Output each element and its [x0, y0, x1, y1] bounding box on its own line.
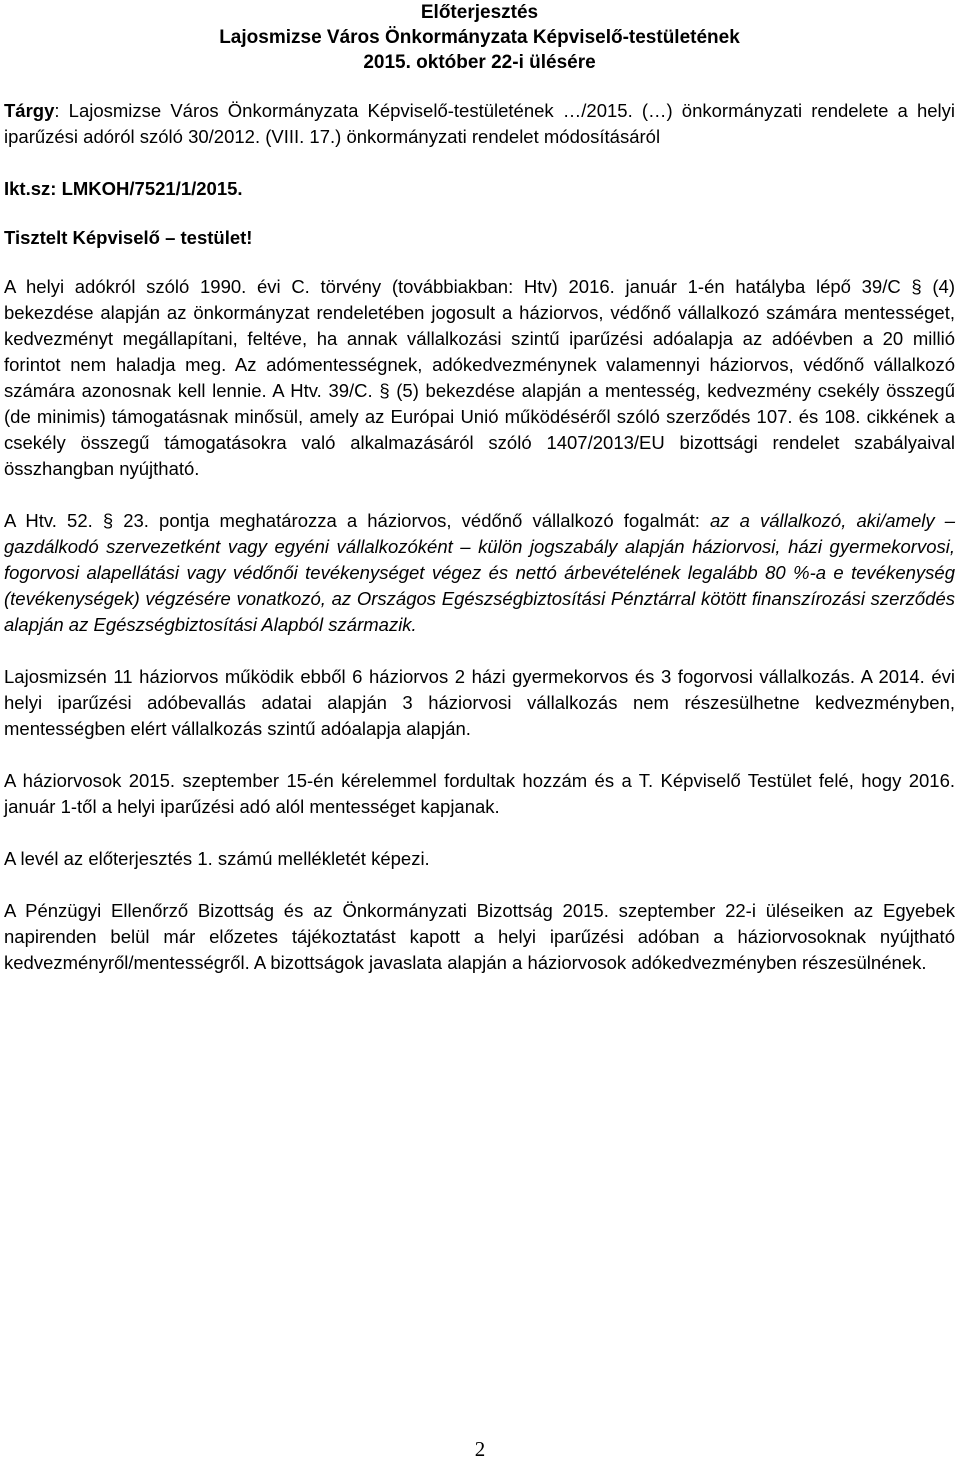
subject-label: Tárgy	[4, 100, 55, 121]
paragraph-6: A Pénzügyi Ellenőrző Bizottság és az Önkormányzati Bizottság 2015. szeptember 22-i üléseiken az Egyebek napirenden belül már előzetes tájékoztatást kapott a helyi iparűzési adóban a háziorvosoknak nyújtható kedvezményről/mentességről. A bizottságok javaslata alapján a háziorvosok adókedvezményben részesülnének.	[4, 900, 955, 973]
subject-text: : Lajosmizse Város Önkormányzata Képviselő-testületének …/2015. (…) önkormányzati rendelete a helyi iparűzési adóról szóló 30/2012. (VIII. 17.) önkormányzati rendelet módosításáról	[4, 100, 955, 147]
header-title: Előterjesztés	[420, 2, 539, 23]
subject-line	[4, 98, 955, 150]
page-number: 2	[474, 1437, 486, 1461]
paragraph-2	[4, 508, 955, 638]
file-number: Ikt.sz: LMKOH/7521/1/2015.	[4, 178, 243, 199]
paragraph-3: Lajosmizsén 11 háziorvos működik ebből 6 háziorvos 2 házi gyermekorvos és 3 fogorvosi vállalkozás. A 2014. évi helyi iparűzési adóbevallás adatai alapján 3 háziorvosi vállalkozás nem részesülhetne kedvezményben, mentességben elért vállalkozás szintű adóalapja alapján.	[4, 666, 955, 739]
header-session: 2015. október 22-i ülésére	[363, 52, 596, 73]
paragraph-2-definition: az a vállalkozó, aki/amely – gazdálkodó szervezetként vagy egyéni vállalkozóként – külön jogszabály alapján háziorvosi, házi gyermekorvosi, fogorvosi alapellátási vagy védőnői tevékenységet végez és nettó árbevételének legalább 80 %-a e tevékenység (tevékenységek) végzésére vonatkozó, az Országos Egészségbiztosítási Pénztárral kötött finanszírozási szerződés alapján az Egészségbiztosítási Alapból származik.	[4, 510, 955, 635]
salutation: Tisztelt Képviselő – testület!	[4, 227, 253, 248]
paragraph-4: A háziorvosok 2015. szeptember 15-én kérelemmel fordultak hozzám és a T. Képviselő Testület felé, hogy 2016. január 1-től a helyi iparűzési adó alól mentességet kapjanak.	[4, 770, 955, 817]
document-header	[4, 0, 955, 75]
document-page	[4, 0, 955, 976]
paragraph-2-lead: A Htv. 52. § 23. pontja meghatározza a háziorvos, védőnő vállalkozó fogalmát:	[4, 510, 710, 531]
header-body: Lajosmizse Város Önkormányzata Képviselő-testületének	[219, 27, 740, 48]
paragraph-1: A helyi adókról szóló 1990. évi C. törvény (továbbiakban: Htv) 2016. január 1-én hatályba lépő 39/C § (4) bekezdése alapján az önkormányzat rendeletében jogosult a háziorvos, védőnő vállalkozó számára mentességet, kedvezményt megállapítani, feltéve, ha annak vállalkozási szintű iparűzési adóalapja az adóévben a 20 millió forintot nem haladja meg. Az adómentességnek, adókedvezménynek valamennyi háziorvos, védőnő vállalkozó számára azonosnak kell lennie. A Htv. 39/C. § (5) bekezdése alapján a mentesség, kedvezmény csekély összegű (de minimis) támogatásnak minősül, amely az Európai Unió működéséről szóló szerződés 107. és 108. cikkének a csekély összegű támogatásokra való alkalmazásáról szóló 1407/2013/EU bizottsági rendelet szabályaival összhangban nyújtható.	[4, 276, 955, 479]
paragraph-5: A levél az előterjesztés 1. számú mellékletét képezi.	[4, 848, 430, 869]
